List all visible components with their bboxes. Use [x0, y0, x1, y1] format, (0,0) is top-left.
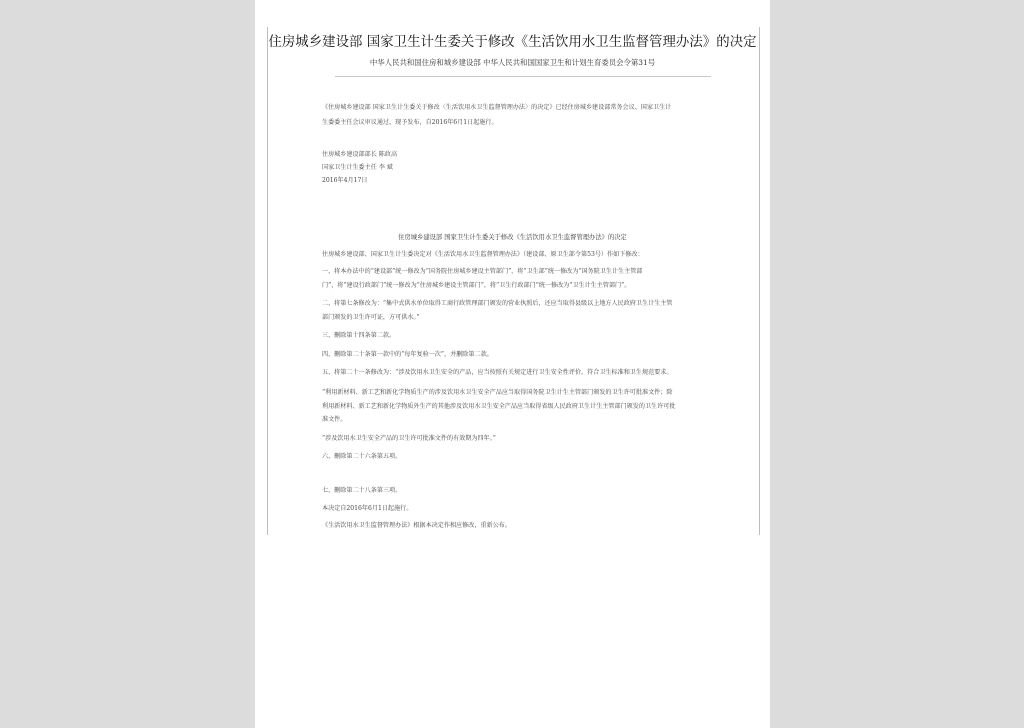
document-subtitle: 中华人民共和国住房和城乡建设部 中华人民共和国国家卫生和计划生育委员会令第31号 [369, 58, 656, 67]
body-line: 利用新材料、新工艺和新化学物质外生产的其他涉及饮用水卫生安全产品应当取得省级人民政府卫生计生主管部门颁发的卫生许可批 [322, 403, 676, 410]
body-line: 五、将第二十一条修改为：“涉及饮用水卫生安全的产品，应当按照有关规定进行卫生安全性评价。符合卫生标准和卫生规范要求。 [322, 369, 673, 376]
body-line: 七、删除第二十八条第三项。 [322, 487, 402, 494]
body-line: “涉及饮用水卫生安全产品的卫生许可批准文件的有效期为四年。” [322, 435, 496, 442]
title-divider [335, 76, 711, 77]
body-line: 二、将第七条修改为：“集中式供水单位取得工商行政管理部门颁发的营业执照后，还应当取得县级以上地方人民政府卫生计生主管 [322, 300, 673, 307]
body-line: 住房城乡建设部、国家卫生计生委决定对《生活饮用水卫生监督管理办法》（建设部、原卫生部令第53号）作如下修改： [322, 251, 644, 258]
signature-date: 2016年4月17日 [322, 177, 368, 184]
body-line: 四、删除第二十条第一款中的“每年复验一次”，并删除第二款。 [322, 351, 493, 358]
signature-director: 国家卫生计生委主任 李 斌 [322, 164, 393, 171]
intro-line: 生委委主任会议审议通过，现予发布，自2016年6月1日起施行。 [322, 119, 498, 126]
body-title: 住房城乡建设部 国家卫生计生委关于修改《生活饮用水卫生监督管理办法》的决定 [398, 234, 627, 241]
body-line: 一、将本办法中的“建设部”统一修改为“国务院住房城乡建设主管部门”，将“卫生部”统一修改为“国务院卫生计生主管部 [322, 268, 643, 275]
body-line: 本决定自2016年6月1日起施行。 [322, 505, 413, 512]
intro-line: 《住房城乡建设部 国家卫生计生委关于修改〈生活饮用水卫生监督管理办法〉的决定》已经住房城乡建设部常务会议、国家卫生计 [322, 104, 672, 111]
document-page [255, 0, 770, 728]
body-line: 部门颁发的卫生许可证，方可供水。” [322, 314, 420, 321]
body-line: 门”，将“建设行政部门”统一修改为“住房城乡建设主管部门”，将“卫生行政部门”统一修改为“卫生计生主管部门”。 [322, 282, 631, 289]
body-line: “利用新材料、新工艺和新化学物质生产的涉及饮用水卫生安全产品应当取得国务院卫生计生主管部门颁发的卫生许可批准文件；除 [322, 389, 673, 396]
body-line: 三、删除第十四条第二款。 [322, 332, 396, 339]
body-line: 《生活饮用水卫生监督管理办法》根据本决定作相应修改，重新公布。 [322, 522, 511, 529]
body-line: 准文件。 [322, 416, 347, 423]
signature-minister: 住房城乡建设部部长 陈政高 [322, 151, 398, 158]
body-line: 六、删除第二十六条第五项。 [322, 453, 402, 460]
document-title: 住房城乡建设部 国家卫生计生委关于修改《生活饮用水卫生监督管理办法》的决定 [268, 35, 757, 50]
